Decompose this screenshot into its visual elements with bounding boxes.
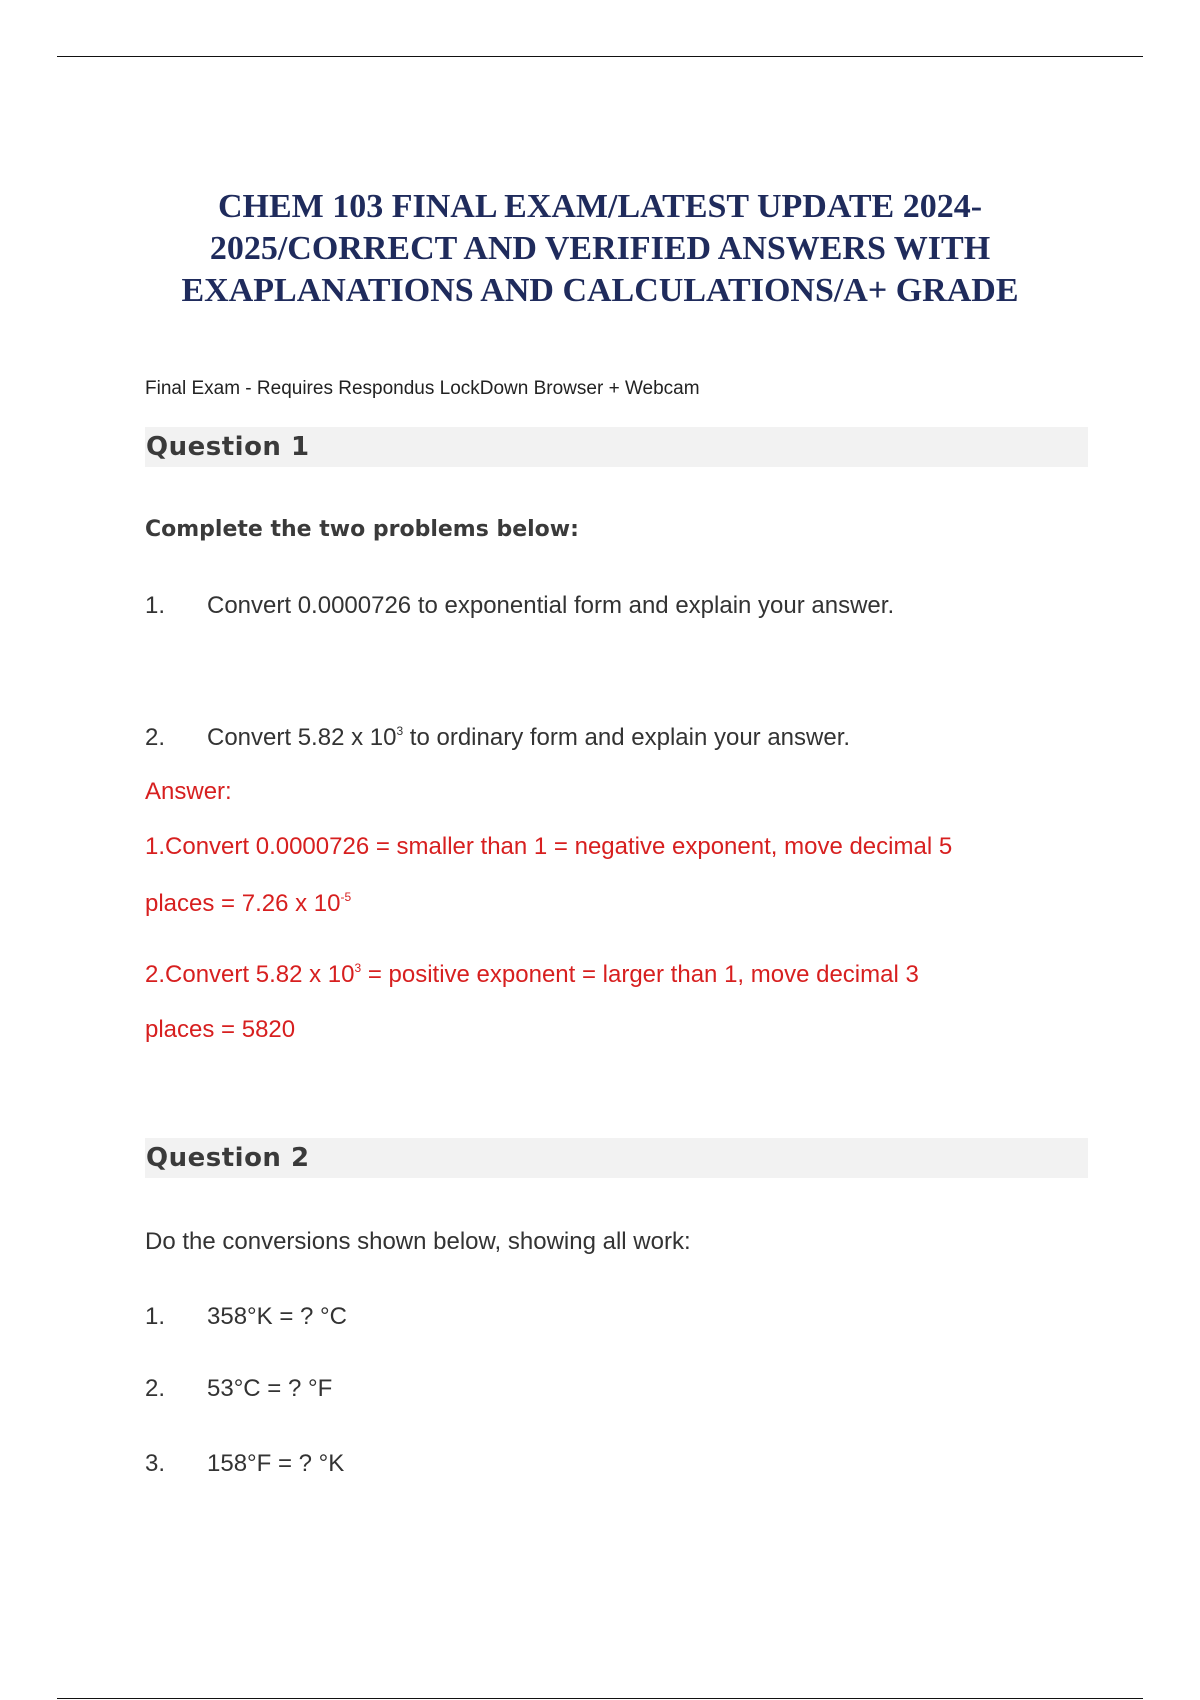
- answer-2-line-2: places = 5820: [145, 1016, 296, 1043]
- item-number: 1.: [145, 1303, 166, 1330]
- document-title: CHEM 103 FINAL EXAM/LATEST UPDATE 2024- 2025/CORRECT AND VERIFIED ANSWERS WITH EXAPLANATIONS AND CALCULATIONS/A+ GRADE: [181, 188, 1019, 309]
- exponent: 3: [396, 724, 404, 738]
- answer-1-line-1: 1.Convert 0.0000726 = smaller than 1 = negative exponent, move decimal 5: [145, 833, 953, 860]
- question-2-heading: Question 2: [146, 1143, 310, 1173]
- exponent: 3: [354, 961, 362, 975]
- question-2-item-2: [145, 1375, 332, 1403]
- question-1-item-2: 2. Convert 5.82 x $10^3$ to ordinary form and explain your answer.: [145, 724, 851, 751]
- answer-2-line-1: 2.Convert 5.82 x $10^3$ = positive exponent = larger than 1, move decimal 3: [145, 961, 919, 988]
- question-2-instruction: Do the conversions shown below, showing all work:: [145, 1228, 691, 1255]
- item-number: 1.: [145, 592, 166, 619]
- exponent: -5: [340, 890, 352, 904]
- item-number: 2.: [145, 1375, 166, 1402]
- item-text: Convert 0.0000726 to exponential form and explain your answer.: [207, 592, 895, 619]
- question-2-item-1: [145, 1303, 347, 1331]
- item-text: 158°F = ? °K: [207, 1450, 345, 1477]
- answer-1-line-2: places = 7.26 x $10^{-5}$: [145, 890, 352, 917]
- item-number: 2.: [145, 724, 166, 751]
- question-2-header: [145, 1138, 1088, 1178]
- question-1-item-1: [145, 592, 894, 620]
- question-1-header: [145, 427, 1088, 467]
- item-text: 53°C = ? °F: [207, 1375, 333, 1402]
- question-1-heading: Question 1: [146, 432, 310, 462]
- question-2-item-3: [145, 1450, 344, 1478]
- top-rule: [57, 56, 1143, 57]
- answer-label: Answer:: [145, 778, 232, 805]
- question-1-instruction: Complete the two problems below:: [145, 517, 579, 542]
- item-text: 358°K = ? °C: [207, 1303, 347, 1330]
- bottom-rule: [57, 1698, 1143, 1699]
- item-number: 3.: [145, 1450, 166, 1477]
- exam-subtitle: Final Exam - Requires Respondus LockDown Browser + Webcam: [145, 378, 700, 399]
